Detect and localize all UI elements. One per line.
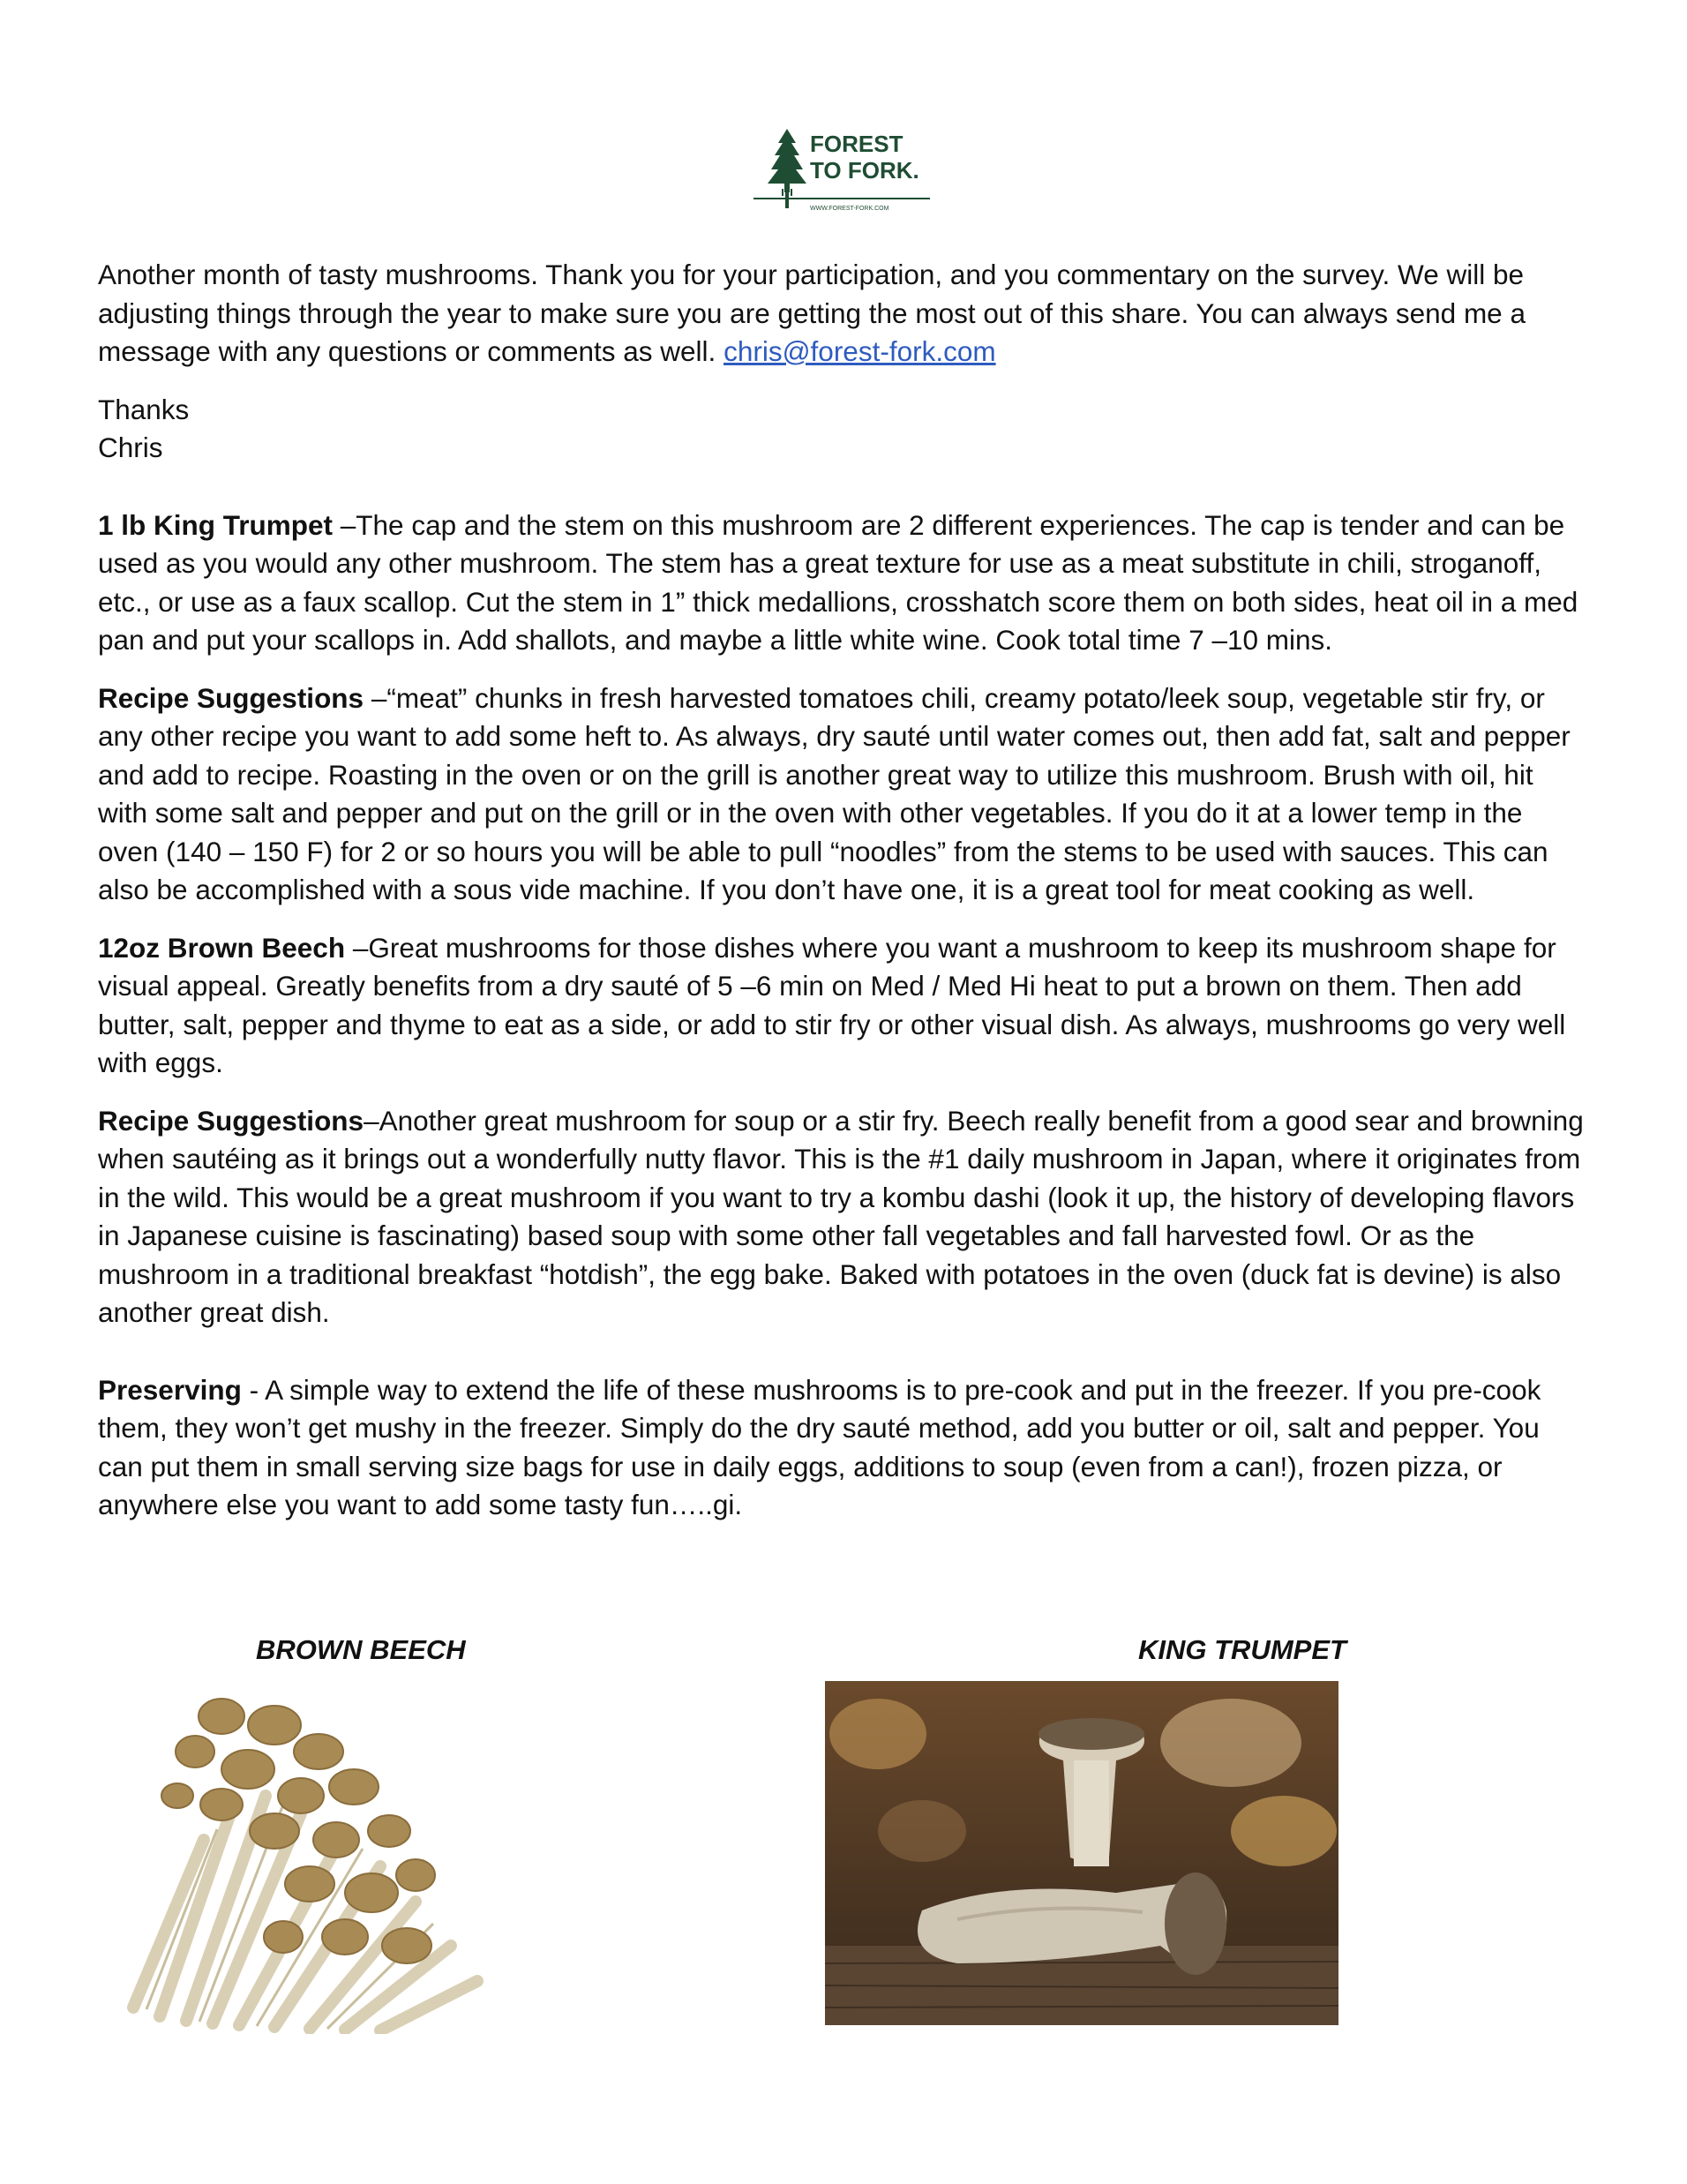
section-recipe-suggestions-trumpet [98,679,1589,910]
section-preserving [98,1371,1589,1525]
section-body: - A simple way to extend the life of these mushrooms is to pre-cook and put in the freezer. If you pre-cook them, they won’t get mushy in the freezer. Simply do the dry sauté method, add you butter or oil, salt and pepper. You can put them in small serving size bags for use in daily eggs, additions to soup (even from a can!), frozen pizza, or anywhere else you want to add some tasty fun…..gi. [98,1373,1541,1520]
intro-paragraph [98,256,1589,372]
email-link[interactable]: chris@forest-fork.com [724,335,996,367]
newsletter-body [98,256,1589,1525]
section-body: –The cap and the stem on this mushroom are 2 different experiences. The cap is tender and can be used as you would any other mushroom. The stem has a great texture for use as a meat substitute in chili, stroganoff, etc., or use as a faux scallop. Cut the stem in 1” thick medallions, crosshatch score them on both sides, heat oil in a med pan and put your scallops in. Add shallots, and maybe a little white wine. Cook total time 7 –10 mins. [98,508,1578,656]
section-title: 1 lb King Trumpet [98,508,334,541]
section-body: –“meat” chunks in fresh harvested tomatoes chili, creamy potato/leek soup, vegetable stir fry, or any other recipe you want to add some heft to. As always, dry sauté until water comes out, then add fat, salt and pepper and add to recipe. Roasting in the oven or on the grill is another great way to utilize this mushroom. Brush with oil, hit with some salt and pepper and put on the grill or in the oven with other vegetables. If you do it at a lower temp in the oven (140 – 150 F) for 2 or so hours you will be able to pull “noodles” from the stems to be used with sauces. This can also be accomplished with a sous vide machine. If you don’t have one, it is a great tool for meat cooking as well. [98,681,1571,905]
section-title: Preserving [98,1373,242,1406]
signature-name: Chris [98,432,163,463]
section-body: –Another great mushroom for soup or a stir fry. Beech really benefit from a good sear and browning when sautéing as it brings out a wonderfully nutty flavor. This is the #1 daily mushroom in Japan, where it originates from in the wild. This would be a great mushroom if you want to try a kombu dashi (look it up, the history of developing flavors in Japanese cuisine is fascinating) based soup with some other fall vegetables and fall harvested fowl. Or as the mushroom in a traditional breakfast “hotdish”, the egg bake. Baked with potatoes in the oven (duck fat is devine) is also another great dish. [98,1104,1584,1328]
section-title: Recipe Suggestions [98,1104,364,1137]
forest-to-fork-logo [752,125,937,214]
thanks-line: Thanks [98,393,190,425]
section-recipe-suggestions-beech [98,1102,1589,1332]
pine-tree-fork-icon [752,125,937,214]
king-trumpet-caption: KING TRUMPET [1138,1634,1346,1665]
section-brown-beech [98,929,1589,1083]
section-title: 12oz Brown Beech [98,931,346,964]
king-trumpet-photo [825,1681,1338,2025]
intro-text: Another month of tasty mushrooms. Thank you for your participation, and you commentary on the survey. We will be adjusting things through the year to make sure you are getting the most out of this share. You can always send me a message with any questions or comments as well. [98,259,1526,367]
section-body: –Great mushrooms for those dishes where you want a mushroom to keep its mushroom shape for visual appeal. Greatly benefits from a dry sauté of 5 –6 min on Med / Med Hi heat to put a brown on them. Then add butter, salt, pepper and thyme to eat as a side, or add to stir fry or other visual dish. As always, mushrooms go very well with eggs. [98,931,1566,1078]
logo-line1: FOREST [810,131,903,157]
logo-url: WWW.FOREST-FORK.COM [810,206,889,212]
brown-beech-photo [98,1681,513,2034]
brown-beech-caption: BROWN BEECH [256,1634,466,1665]
logo-line2: TO FORK. [810,157,919,184]
section-title: Recipe Suggestions [98,681,364,714]
section-king-trumpet [98,507,1589,660]
